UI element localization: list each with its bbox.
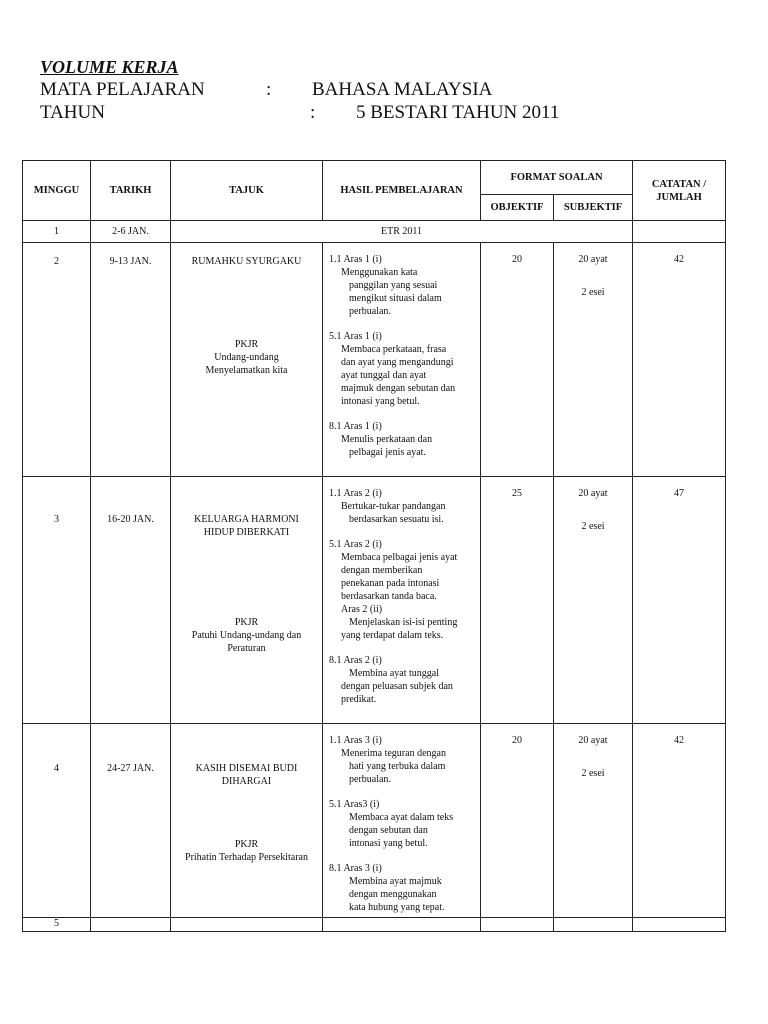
table-row bbox=[23, 724, 726, 918]
hasil-line: Membaca perkataan, frasa bbox=[341, 344, 447, 355]
subjektif-esei: 2 esei bbox=[581, 521, 605, 532]
hasil-line: perbualan. bbox=[349, 306, 391, 317]
hasil-line: dengan sebutan dan bbox=[349, 825, 428, 836]
cell-tajuk bbox=[171, 477, 323, 724]
subjektif-ayat: 20 ayat bbox=[578, 488, 608, 499]
pkjr-line: Undang-undang bbox=[214, 352, 279, 363]
hasil-line: intonasi yang betul. bbox=[341, 396, 420, 407]
cell-tajuk bbox=[171, 243, 323, 477]
hasil-item bbox=[329, 862, 476, 914]
hasil-head: 8.1 Aras 3 (i) bbox=[329, 863, 382, 874]
subjektif-esei: 2 esei bbox=[581, 768, 605, 779]
subjektif-ayat: 20 ayat bbox=[578, 735, 608, 746]
hasil-line: berdasarkan sesuatu isi. bbox=[349, 514, 444, 525]
hasil-head: 5.1 Aras 2 (i) bbox=[329, 539, 382, 550]
hasil-line: dengan peluasan subjek dan bbox=[341, 681, 453, 692]
hasil-item bbox=[329, 538, 476, 642]
cell-tajuk bbox=[171, 724, 323, 918]
hasil-head: 5.1 Aras3 (i) bbox=[329, 799, 380, 810]
header-row bbox=[23, 161, 726, 195]
hasil-line: yang terdapat dalam teks. bbox=[341, 630, 444, 641]
subjektif-ayat: 20 ayat bbox=[578, 254, 608, 265]
header-subjektif: SUBJEKTIF bbox=[554, 195, 633, 221]
hasil-line: Membina ayat majmuk bbox=[349, 876, 442, 887]
subjektif-esei: 2 esei bbox=[581, 287, 605, 298]
pkjr-label: PKJR bbox=[234, 617, 259, 628]
hasil-line: Bertukar-tukar pandangan bbox=[341, 501, 446, 512]
hasil-line: Membaca pelbagai jenis ayat bbox=[341, 552, 458, 563]
table-row-etr bbox=[23, 221, 726, 243]
cell-tarikh: 16-20 JAN. bbox=[91, 477, 171, 724]
hasil-item bbox=[329, 734, 476, 786]
cell-subjektif bbox=[554, 724, 633, 918]
cell-minggu: 2 bbox=[23, 243, 91, 477]
pkjr-block bbox=[171, 338, 322, 377]
subject-label: MATA PELAJARAN bbox=[40, 79, 205, 100]
cell-empty bbox=[171, 918, 323, 932]
cell-hasil bbox=[323, 243, 481, 477]
cell-empty bbox=[633, 918, 726, 932]
header-catatan-line1: CATATAN / bbox=[651, 178, 707, 190]
header-objektif: OBJEKTIF bbox=[481, 195, 554, 221]
cell-hasil bbox=[323, 724, 481, 918]
cell-minggu: 4 bbox=[23, 724, 91, 918]
tajuk-title: KELUARGA HARMONI bbox=[194, 514, 299, 525]
header-tarikh: TARIKH bbox=[91, 161, 171, 221]
table-row bbox=[23, 477, 726, 724]
cell-minggu: 3 bbox=[23, 477, 91, 724]
hasil-item bbox=[329, 798, 476, 850]
hasil-item bbox=[329, 420, 476, 459]
cell-objektif: 25 bbox=[481, 477, 554, 724]
subject-colon: : bbox=[266, 79, 272, 100]
hasil-line: mengikut situasi dalam bbox=[349, 293, 442, 304]
cell-minggu: 5 bbox=[23, 918, 91, 932]
header-catatan-line2: JUMLAH bbox=[656, 191, 702, 203]
hasil-line: Membaca ayat dalam teks bbox=[349, 812, 454, 823]
hasil-line: hati yang terbuka dalam bbox=[349, 761, 446, 772]
hasil-line: Menjelaskan isi-isi penting bbox=[349, 617, 458, 628]
cell-jumlah: 42 bbox=[633, 243, 726, 477]
cell-objektif: 20 bbox=[481, 243, 554, 477]
hasil-item bbox=[329, 654, 476, 706]
tajuk-title: DIHARGAI bbox=[221, 776, 272, 787]
cell-hasil bbox=[323, 477, 481, 724]
pkjr-block bbox=[171, 616, 322, 655]
cell-jumlah: 42 bbox=[633, 724, 726, 918]
hasil-line: perbualan. bbox=[349, 774, 391, 785]
cell-etr-note: ETR 2011 bbox=[171, 221, 633, 243]
hasil-head: 5.1 Aras 1 (i) bbox=[329, 331, 382, 342]
hasil-line: intonasi yang betul. bbox=[349, 838, 428, 849]
year-value: 5 BESTARI TAHUN 2011 bbox=[356, 102, 560, 123]
year-colon: : bbox=[310, 102, 316, 123]
hasil-line: Menerima teguran dengan bbox=[341, 748, 446, 759]
hasil-line: berdasarkan tanda baca. bbox=[341, 591, 437, 602]
hasil-head: 1.1 Aras 1 (i) bbox=[329, 254, 382, 265]
hasil-line: Membina ayat tunggal bbox=[349, 668, 439, 679]
hasil-item bbox=[329, 330, 476, 408]
hasil-line: panggilan yang sesuai bbox=[349, 280, 438, 291]
hasil-line: pelbagai jenis ayat. bbox=[349, 447, 426, 458]
cell-tarikh: 2-6 JAN. bbox=[91, 221, 171, 243]
cell-empty bbox=[481, 918, 554, 932]
table-row bbox=[23, 243, 726, 477]
header-tajuk: TAJUK bbox=[171, 161, 323, 221]
hasil-line: predikat. bbox=[341, 694, 377, 705]
hasil-line: ayat tunggal dan ayat bbox=[341, 370, 427, 381]
cell-subjektif bbox=[554, 243, 633, 477]
cell-tarikh: 24-27 JAN. bbox=[91, 724, 171, 918]
pkjr-line: Prihatin Terhadap Persekitaran bbox=[185, 852, 308, 863]
cell-objektif: 20 bbox=[481, 724, 554, 918]
hasil-head: 8.1 Aras 1 (i) bbox=[329, 421, 382, 432]
pkjr-line: Menyelamatkan kita bbox=[205, 365, 288, 376]
pkjr-label: PKJR bbox=[234, 839, 259, 850]
hasil-line: Menggunakan kata bbox=[341, 267, 418, 278]
header-hasil: HASIL PEMBELAJARAN bbox=[323, 161, 481, 221]
cell-empty bbox=[323, 918, 481, 932]
hasil-line: penekanan pada intonasi bbox=[341, 578, 440, 589]
hasil-line: dan ayat yang mengandungi bbox=[341, 357, 454, 368]
hasil-line: Aras 2 (ii) bbox=[341, 604, 383, 615]
cell-empty bbox=[633, 221, 726, 243]
hasil-line: dengan memberikan bbox=[341, 565, 423, 576]
pkjr-line: Peraturan bbox=[227, 643, 266, 654]
header-minggu: MINGGU bbox=[23, 161, 91, 221]
table-row-last bbox=[23, 918, 726, 932]
tajuk-title: HIDUP DIBERKATI bbox=[203, 527, 290, 538]
hasil-head: 1.1 Aras 3 (i) bbox=[329, 735, 382, 746]
hasil-line: dengan menggunakan bbox=[349, 889, 437, 900]
pkjr-label: PKJR bbox=[234, 339, 259, 350]
hasil-head: 8.1 Aras 2 (i) bbox=[329, 655, 382, 666]
header-format: FORMAT SOALAN bbox=[481, 161, 633, 195]
tajuk-title: RUMAHKU SYURGAKU bbox=[191, 256, 302, 267]
hasil-item bbox=[329, 253, 476, 318]
header-catatan bbox=[633, 161, 726, 221]
year-label: TAHUN bbox=[40, 102, 105, 123]
subject-value: BAHASA MALAYSIA bbox=[312, 79, 493, 100]
pkjr-block bbox=[171, 838, 322, 864]
document-title: VOLUME KERJA bbox=[40, 57, 179, 77]
work-schedule-table bbox=[22, 160, 726, 932]
pkjr-line: Patuhi Undang-undang dan bbox=[191, 630, 302, 641]
cell-jumlah: 47 bbox=[633, 477, 726, 724]
cell-tarikh: 9-13 JAN. bbox=[91, 243, 171, 477]
cell-empty bbox=[91, 918, 171, 932]
cell-subjektif bbox=[554, 477, 633, 724]
tajuk-title: KASIH DISEMAI BUDI bbox=[195, 763, 298, 774]
hasil-line: kata hubung yang tepat. bbox=[349, 902, 445, 913]
hasil-head: 1.1 Aras 2 (i) bbox=[329, 488, 382, 499]
cell-minggu: 1 bbox=[23, 221, 91, 243]
hasil-line: majmuk dengan sebutan dan bbox=[341, 383, 456, 394]
cell-empty bbox=[554, 918, 633, 932]
hasil-item bbox=[329, 487, 476, 526]
hasil-line: Menulis perkataan dan bbox=[341, 434, 433, 445]
